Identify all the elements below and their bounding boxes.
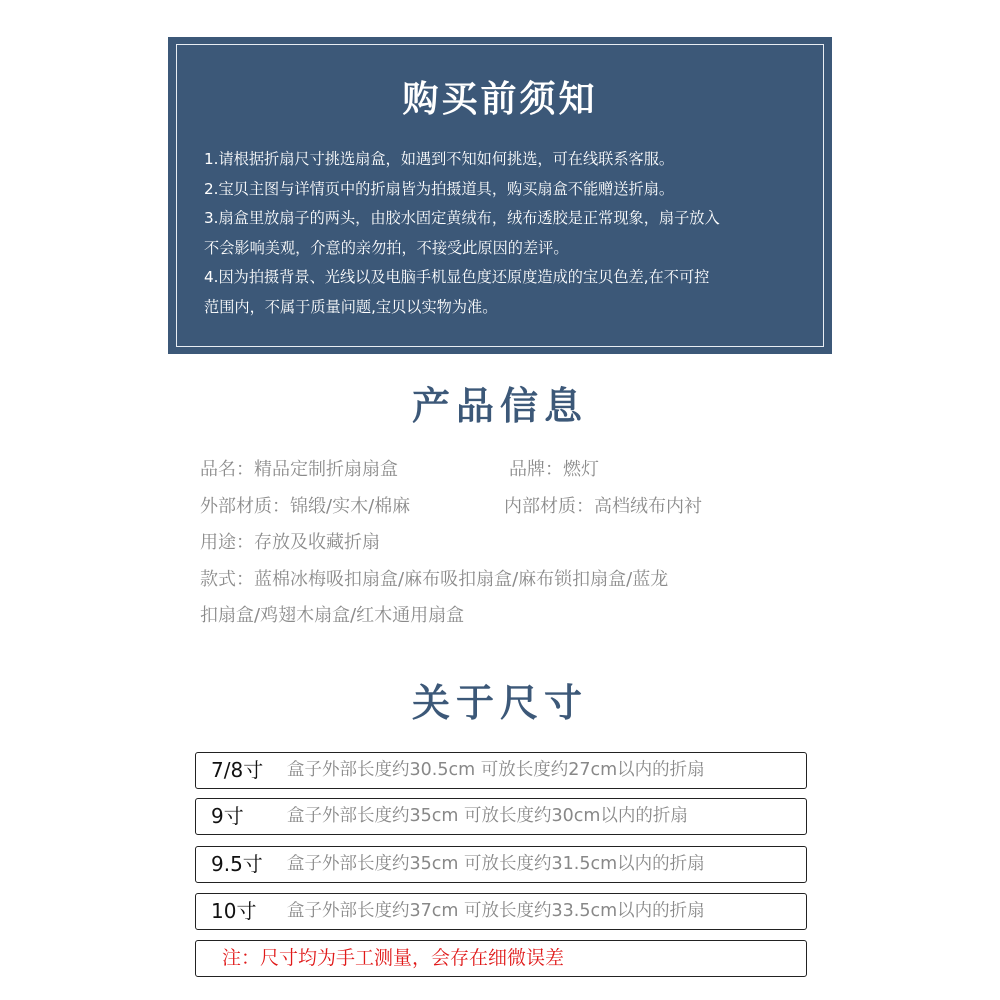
product-brand: 品牌：燃灯 bbox=[509, 459, 599, 480]
product-style-cont: 扣扇盒/鸡翅木扇盒/红木通用扇盒 bbox=[200, 605, 465, 626]
size-note: 注：尺寸均为手工测量，会存在细微误差 bbox=[222, 947, 565, 969]
size-label: 10寸 bbox=[211, 899, 257, 923]
info-row bbox=[200, 525, 820, 562]
product-info-title: 产品信息 bbox=[411, 383, 588, 428]
notice-line: 3.扇盒里放扇子的两头，由胶水固定黄绒布，绒布透胶是正常现象，扇子放入 bbox=[204, 209, 720, 227]
product-name: 品名：精品定制折扇扇盒 bbox=[200, 459, 398, 480]
size-row bbox=[195, 798, 807, 835]
size-label: 7/8寸 bbox=[211, 758, 264, 782]
size-label: 9.5寸 bbox=[211, 852, 263, 876]
info-row bbox=[200, 489, 820, 526]
size-desc: 盒子外部长度约37cm 可放长度约33.5cm以内的折扇 bbox=[287, 901, 705, 921]
size-desc: 盒子外部长度约35cm 可放长度约30cm以内的折扇 bbox=[287, 806, 688, 826]
info-row bbox=[200, 598, 820, 635]
inner-material: 内部材质：高档绒布内衬 bbox=[504, 495, 702, 517]
notice-line: 1.请根据折扇尺寸挑选扇盒，如遇到不知如何挑选，可在线联系客服。 bbox=[204, 150, 675, 168]
size-row bbox=[195, 752, 807, 789]
size-note-box bbox=[195, 940, 807, 977]
size-desc: 盒子外部长度约35cm 可放长度约31.5cm以内的折扇 bbox=[287, 854, 705, 874]
notice-line: 不会影响美观，介意的亲勿拍，不接受此原因的差评。 bbox=[204, 238, 569, 257]
notice-line: 4.因为拍摄背景、光线以及电脑手机显色度还原度造成的宝贝色差,在不可控 bbox=[204, 268, 710, 286]
notice-line: 范围内，不属于质量问题,宝贝以实物为准。 bbox=[204, 297, 498, 316]
size-desc: 盒子外部长度约30.5cm 可放长度约27cm以内的折扇 bbox=[287, 760, 705, 780]
size-row bbox=[195, 893, 807, 930]
product-style: 款式：蓝棉冰梅吸扣扇盒/麻布吸扣扇盒/麻布锁扣扇盒/蓝龙 bbox=[200, 568, 669, 590]
size-label: 9寸 bbox=[211, 804, 244, 828]
notice-list bbox=[204, 145, 804, 322]
info-row bbox=[200, 562, 820, 599]
product-usage: 用途：存放及收藏折扇 bbox=[200, 532, 380, 553]
notice-line: 2.宝贝主图与详情页中的折扇皆为拍摄道具，购买扇盒不能赠送折扇。 bbox=[204, 179, 675, 198]
notice-title: 购买前须知 bbox=[402, 78, 598, 120]
size-title: 关于尺寸 bbox=[411, 680, 588, 725]
product-info bbox=[200, 452, 820, 635]
info-row bbox=[200, 452, 820, 489]
purchase-notice-panel bbox=[168, 37, 832, 354]
outer-material: 外部材质：锦缎/实木/棉麻 bbox=[200, 495, 411, 517]
size-row bbox=[195, 846, 807, 883]
